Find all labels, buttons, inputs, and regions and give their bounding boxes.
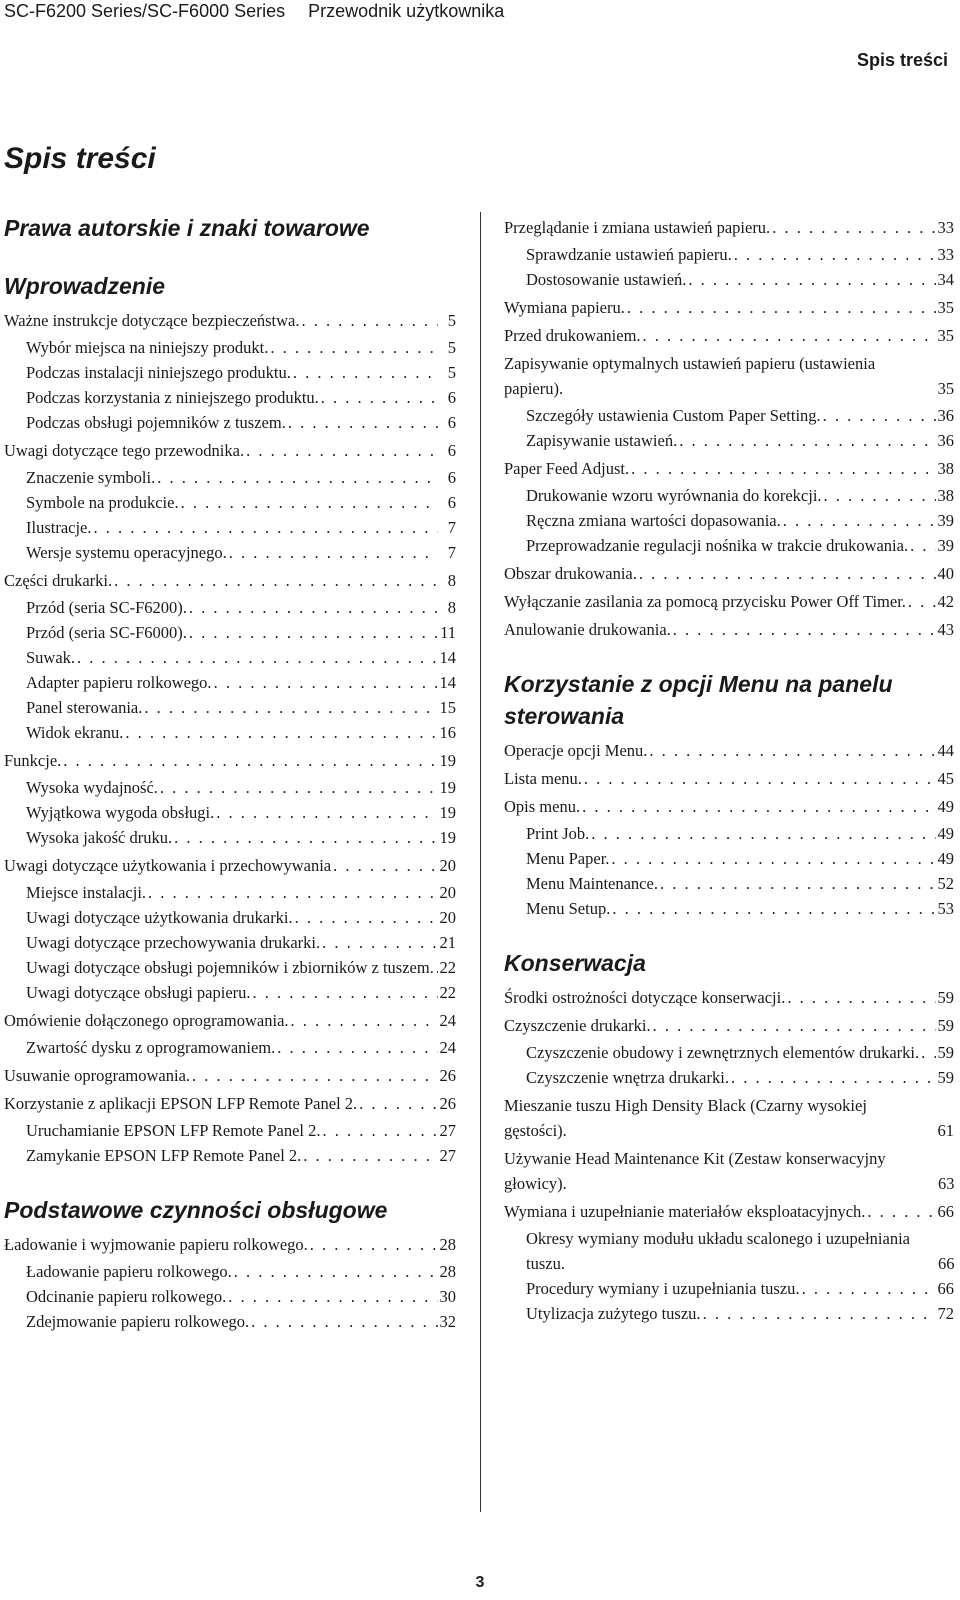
toc-entry-text: Ładowanie i wyjmowanie papieru rolkowego. (4, 1235, 308, 1254)
toc-entry-wyjatkowa-wygoda-obs-ugi[interactable] (4, 800, 456, 825)
toc-page-number: 26 (439, 1066, 456, 1085)
header-model: SC-F6200 Series/SC-F6000 Series (4, 1, 286, 21)
toc-section-heading: Konserwacja (504, 950, 646, 976)
toc-entry-text: Uwagi dotyczące obsługi papieru. (26, 983, 251, 1002)
toc-entry-text: Podczas korzystania z niniejszego produktu. (26, 388, 319, 407)
dot-leader (688, 267, 935, 292)
toc-page-number: 66 (938, 1254, 955, 1273)
toc-entry-wymiana-papieru[interactable] (504, 295, 954, 320)
dot-leader (246, 438, 438, 463)
toc-page-number: 20 (439, 856, 456, 875)
toc-entry-czyszczenie-drukarki[interactable] (504, 1013, 954, 1038)
toc-entry-text: Przeglądanie i zmiana ustawień papieru. (504, 218, 771, 237)
toc-page-number: 43 (937, 620, 954, 639)
toc-left-column (4, 212, 456, 1334)
toc-entry-podczas-korzystania-z-niniejszego-produk[interactable] (4, 385, 456, 410)
dot-leader (612, 896, 935, 921)
toc-entry-procedury-wymiany-i-uzupe-niania-tuszu[interactable] (504, 1276, 954, 1301)
toc-entry-czyszczenie-obudowy-i-zewnetrznych-eleme[interactable] (504, 1040, 954, 1065)
dot-leader (144, 695, 437, 720)
toc-page-number: 22 (439, 983, 456, 1002)
toc-entry-text: Czyszczenie wnętrza drukarki. (526, 1068, 729, 1087)
toc-entry-text: Usuwanie oprogramowania. (4, 1066, 191, 1085)
toc-page-number: 5 (447, 338, 456, 357)
toc-page-number: 8 (447, 571, 456, 590)
toc-entry-text: Używanie Head Maintenance Kit (Zestaw konserwacyjny głowicy). (504, 1149, 886, 1193)
toc-page-number: 6 (447, 493, 456, 512)
toc-entry-text: Drukowanie wzoru wyrównania do korekcji. (526, 486, 822, 505)
dot-leader (679, 428, 935, 453)
toc-entry-text: Uwagi dotyczące użytkowania drukarki. (26, 908, 293, 927)
toc-entry-sprawdzanie-ustawien-papieru[interactable] (504, 242, 954, 267)
toc-entry-text: Podczas instalacji niniejszego produktu. (26, 363, 291, 382)
dot-leader (333, 853, 437, 878)
toc-page-number: 63 (938, 1174, 955, 1193)
toc-entry-menu-setup[interactable] (504, 896, 954, 921)
toc-entry-wysoka-jakosc-druku[interactable] (4, 825, 456, 850)
toc-entry-text: Czyszczenie obudowy i zewnętrznych elementów drukarki. (526, 1043, 920, 1062)
toc-entry-text: Funkcje. (4, 751, 62, 770)
toc-entry-uwagi-dotyczace-uzytkowania-i-przechowyw[interactable] (4, 853, 456, 878)
toc-page-number: 59 (937, 988, 954, 1007)
toc-page-number: 19 (439, 803, 456, 822)
toc-page-number: 15 (439, 698, 456, 717)
dot-leader (643, 323, 936, 348)
dot-leader (322, 930, 437, 955)
toc-entry-usuwanie-oprogramowania[interactable] (4, 1063, 456, 1088)
toc-entry-text: Anulowanie drukowania. (504, 620, 671, 639)
dot-leader (293, 360, 438, 385)
toc-page-number: 27 (439, 1146, 456, 1165)
toc-entry-text: Przód (seria SC-F6200). (26, 598, 187, 617)
toc-entry-okresy-wymiany-modu-u-uk-adu-scalonego-i[interactable] (504, 1226, 954, 1276)
toc-entry-text: Omówienie dołączonego oprogramowania. (4, 1011, 289, 1030)
toc-page-number: 5 (447, 311, 456, 330)
dot-leader (921, 1040, 935, 1065)
dot-leader (627, 295, 936, 320)
toc-page-number: 27 (439, 1121, 456, 1140)
toc-entry-text: Ilustracje. (26, 518, 92, 537)
toc-entry-szczego-y-ustawienia-custom-paper-settin[interactable] (504, 403, 954, 428)
toc-entry-text: Środki ostrożności dotyczące konserwacji. (504, 988, 786, 1007)
toc-entry-panel-sterowania[interactable] (4, 695, 456, 720)
toc-entry-text: Panel sterowania. (26, 698, 143, 717)
toc-entry-dostosowanie-ustawien[interactable] (504, 267, 954, 292)
toc-entry-przod-seria-sc-f6000[interactable] (4, 620, 456, 645)
toc-entry-text: Przed drukowaniem. (504, 326, 641, 345)
toc-entry-text: Zamykanie EPSON LFP Remote Panel 2. (26, 1146, 302, 1165)
dot-leader (189, 620, 438, 645)
toc-page-number: 26 (439, 1094, 456, 1113)
dot-leader (734, 242, 936, 267)
toc-page-number: 49 (937, 797, 954, 816)
toc-entry-srodki-ostroznosci-dotyczace-konserwacji[interactable] (504, 985, 954, 1010)
toc-page-number: 59 (937, 1043, 954, 1062)
toc-entry-paper-feed-adjust[interactable] (504, 456, 954, 481)
toc-entry-uwagi-dotyczace-przechowywania-drukarki[interactable] (4, 930, 456, 955)
toc-page-number: 66 (937, 1279, 954, 1298)
toc-entry-adapter-papieru-rolkowego[interactable] (4, 670, 456, 695)
toc-entry-text: Menu Paper. (526, 849, 610, 868)
toc-page-number: 36 (937, 406, 954, 425)
dot-leader (731, 1065, 936, 1090)
dot-leader (174, 825, 437, 850)
toc-page-number: 24 (439, 1038, 456, 1057)
toc-entry-omowienie-do-aczonego-oprogramowania[interactable] (4, 1008, 456, 1033)
toc-entry-opis-menu[interactable] (504, 794, 954, 819)
toc-page-number: 24 (439, 1011, 456, 1030)
dot-leader (639, 561, 936, 586)
toc-page-number: 22 (439, 958, 456, 977)
dot-leader (77, 645, 437, 670)
dot-leader (288, 410, 438, 435)
toc-page-number: 33 (937, 218, 954, 237)
dot-leader (660, 871, 936, 896)
toc-page-number: 53 (937, 899, 954, 918)
dot-leader (673, 617, 936, 642)
toc-entry-czesci-drukarki[interactable] (4, 568, 456, 593)
toc-entry-text: Zapisywanie ustawień. (526, 431, 678, 450)
toc-entry-text: Utylizacja zużytego tuszu. (526, 1304, 701, 1323)
toc-entry-text: Uwagi dotyczące użytkowania i przechowywania (4, 856, 332, 875)
toc-page-number: 14 (439, 673, 456, 692)
toc-entry-text: Opis menu. (504, 797, 581, 816)
toc-entry-adowanie-i-wyjmowanie-papieru-rolkowego[interactable] (4, 1232, 456, 1257)
toc-entry-podczas-instalacji-niniejszego-produktu[interactable] (4, 360, 456, 385)
dot-leader (229, 540, 438, 565)
toc-entry-text: Dostosowanie ustawień. (526, 270, 687, 289)
dot-leader (631, 456, 935, 481)
page-title: Spis treści (4, 142, 156, 175)
toc-page-number: 16 (439, 723, 456, 742)
toc-entry-operacje-opcji-menu[interactable] (504, 738, 954, 763)
dot-leader (295, 905, 438, 930)
toc-entry-zapisywanie-optymalnych-ustawien-papieru[interactable] (504, 351, 954, 401)
toc-entry-text: Wysoka jakość druku. (26, 828, 173, 847)
toc-entry-text: Uwagi dotyczące tego przewodnika. (4, 441, 245, 460)
dot-leader (653, 1013, 936, 1038)
toc-page-number: 35 (937, 298, 954, 317)
toc-entry-przed-drukowaniem[interactable] (504, 323, 954, 348)
toc-entry-uruchamianie-epson-lfp-remote-panel-2[interactable] (4, 1118, 456, 1143)
dot-leader (908, 589, 936, 614)
toc-page-number: 20 (439, 908, 456, 927)
toc-entry-text: Podczas obsługi pojemników z tuszem. (26, 413, 286, 432)
toc-entry-utylizacja-zuzytego-tuszu[interactable] (504, 1301, 954, 1326)
toc-entry-text: Okresy wymiany modułu układu scalonego i uzupełniania tuszu. (526, 1229, 910, 1273)
toc-page-number: 59 (937, 1068, 954, 1087)
toc-entry-text: Ważne instrukcje dotyczące bezpieczeństwa. (4, 311, 300, 330)
toc-entry-korzystanie-z-aplikacji-epson-lfp-remote[interactable] (4, 1091, 456, 1116)
toc-entry-drukowanie-wzoru-wyrownania-do-korekcji[interactable] (504, 483, 954, 508)
dot-leader (310, 1232, 438, 1257)
toc-entry-przegladanie-i-zmiana-ustawien-papieru[interactable] (504, 215, 954, 240)
toc-entry-uwagi-dotyczace-uzytkowania-drukarki[interactable] (4, 905, 456, 930)
toc-entry-text: Ładowanie papieru rolkowego. (26, 1262, 232, 1281)
toc-page-number: 20 (439, 883, 456, 902)
dot-leader (114, 568, 438, 593)
toc-entry-text: Wymiana i uzupełnianie materiałów eksploatacyjnych. (504, 1202, 866, 1221)
toc-entry-text: Mieszanie tuszu High Density Black (Czarny wysokiej gęstości). (504, 1096, 867, 1140)
toc-entry-text: Menu Maintenance. (526, 874, 658, 893)
dot-leader (302, 308, 438, 333)
toc-page-number: 6 (447, 413, 456, 432)
dot-leader (181, 490, 438, 515)
toc-entry-text: Wyłączanie zasilania za pomocą przycisku Power Off Timer. (504, 592, 906, 611)
toc-entry-widok-ekranu[interactable] (4, 720, 456, 745)
toc-entry-reczna-zmiana-wartosci-dopasowania[interactable] (504, 508, 954, 533)
toc-entry-text: Szczegóły ustawienia Custom Paper Setting. (526, 406, 821, 425)
toc-entry-wersje-systemu-operacyjnego[interactable] (4, 540, 456, 565)
dot-leader (772, 215, 935, 240)
dot-leader (157, 465, 438, 490)
toc-entry-text: Zdejmowanie papieru rolkowego. (26, 1312, 250, 1331)
toc-entry-text: Przeprowadzanie regulacji nośnika w trakcie drukowania. (526, 536, 909, 555)
toc-page-number: 45 (937, 769, 954, 788)
toc-page-number: 66 (937, 1202, 954, 1221)
toc-entry-text: Obszar drukowania. (504, 564, 637, 583)
toc-entry-text: Czyszczenie drukarki. (504, 1016, 651, 1035)
toc-entry-text: Korzystanie z aplikacji EPSON LFP Remote Panel 2. (4, 1094, 358, 1113)
dot-leader (291, 1008, 438, 1033)
toc-entry-ilustracje[interactable] (4, 515, 456, 540)
toc-page-number: 49 (937, 824, 954, 843)
toc-entry-anulowanie-drukowania[interactable] (504, 617, 954, 642)
toc-entry-zwartosc-dysku-z-oprogramowaniem[interactable] (4, 1035, 456, 1060)
toc-entry-text: Uruchamianie EPSON LFP Remote Panel 2. (26, 1121, 321, 1140)
toc-entry-lista-menu[interactable] (504, 766, 954, 791)
toc-page-number: 33 (937, 245, 954, 264)
toc-page-number: 6 (447, 388, 456, 407)
dot-leader (321, 385, 438, 410)
toc-entry-text: Wymiana papieru. (504, 298, 625, 317)
toc-page-number: 38 (937, 486, 954, 505)
running-header (4, 0, 522, 22)
toc-entry-text: Części drukarki. (4, 571, 113, 590)
toc-page-number: 8 (447, 598, 456, 617)
dot-leader (783, 508, 936, 533)
dot-leader (251, 1309, 437, 1334)
toc-page-number: 21 (439, 933, 456, 952)
dot-leader (359, 1091, 437, 1116)
toc-entry-text: Operacje opcji Menu. (504, 741, 648, 760)
toc-section-heading: Podstawowe czynności obsługowe (4, 1197, 388, 1223)
dot-leader (910, 533, 935, 558)
toc-page-number: 34 (937, 270, 954, 289)
dot-leader (189, 595, 438, 620)
page-number: 3 (475, 1574, 485, 1591)
dot-leader (584, 766, 936, 791)
toc-entry-text: Znaczenie symboli. (26, 468, 156, 487)
toc-page-number: 5 (447, 363, 456, 382)
header-guide: Przewodnik użytkownika (308, 1, 505, 21)
toc-section-heading: Wprowadzenie (4, 273, 166, 299)
toc-section-heading: Prawa autorskie i znaki towarowe (4, 215, 370, 241)
toc-entry-odcinanie-papieru-rolkowego[interactable] (4, 1284, 456, 1309)
dot-leader (214, 670, 438, 695)
toc-entry-symbole-na-produkcie[interactable] (4, 490, 456, 515)
toc-entry-czyszczenie-wnetrza-drukarki[interactable] (504, 1065, 954, 1090)
toc-page-number: 72 (937, 1304, 954, 1323)
toc-entry-miejsce-instalacji[interactable] (4, 880, 456, 905)
toc-entry-wymiana-i-uzupe-nianie-materia-ow-eksplo[interactable] (504, 1199, 954, 1224)
toc-entry-text: Uwagi dotyczące przechowywania drukarki. (26, 933, 321, 952)
dot-leader (582, 794, 935, 819)
toc-entry-wysoka-wydajnosc[interactable] (4, 775, 456, 800)
toc-entry-przeprowadzanie-regulacji-nosnika-w-trak[interactable] (504, 533, 954, 558)
dot-leader (94, 515, 438, 540)
toc-entry-suwak[interactable] (4, 645, 456, 670)
dot-leader (787, 985, 935, 1010)
toc-page-number: 28 (439, 1262, 456, 1281)
toc-page-number: 32 (439, 1312, 456, 1331)
toc-entry-funkcje[interactable] (4, 748, 456, 773)
dot-leader (160, 775, 438, 800)
dot-leader (234, 1259, 438, 1284)
toc-page-number: 7 (447, 543, 456, 562)
toc-entry-podczas-obs-ugi-pojemnikow-z-tuszem[interactable] (4, 410, 456, 435)
toc-right-column (504, 212, 954, 1326)
toc-entry-uzywanie-head-maintenance-kit-zestaw-kon[interactable] (504, 1146, 954, 1196)
toc-page-number: 52 (937, 874, 954, 893)
dot-leader (148, 880, 437, 905)
toc-entry-zapisywanie-ustawien[interactable] (504, 428, 954, 453)
toc-entry-text: Zapisywanie optymalnych ustawień papieru (ustawienia papieru). (504, 354, 876, 398)
toc-page-number: 40 (937, 564, 954, 583)
toc-page-number: 14 (439, 648, 456, 667)
dot-leader (216, 800, 437, 825)
toc-page-number: 38 (937, 459, 954, 478)
toc-entry-text: Print Job. (526, 824, 590, 843)
toc-entry-znaczenie-symboli[interactable] (4, 465, 456, 490)
toc-page-number: 36 (937, 431, 954, 450)
dot-leader (649, 738, 935, 763)
toc-page-number: 44 (937, 741, 954, 760)
toc-entry-text: Wysoka wydajność. (26, 778, 158, 797)
toc-entry-text: Paper Feed Adjust. (504, 459, 630, 478)
toc-entry-wy-aczanie-zasilania-za-pomoca-przycisku[interactable] (504, 589, 954, 614)
toc-page-number: 39 (937, 511, 954, 530)
column-divider (480, 212, 481, 1512)
toc-section-heading: Korzystanie z opcji Menu na panelu sterowania (504, 671, 893, 729)
dot-leader (436, 955, 438, 980)
dot-leader (867, 1199, 935, 1224)
header-section: Spis treści (856, 50, 948, 70)
dot-leader (125, 720, 437, 745)
toc-entry-wazne-instrukcje-dotyczace-bezpieczenstw[interactable] (4, 308, 456, 333)
toc-entry-zdejmowanie-papieru-rolkowego[interactable] (4, 1309, 456, 1334)
toc-page-number: 59 (937, 1016, 954, 1035)
toc-entry-mieszanie-tuszu-high-density-black-czarn[interactable] (504, 1093, 954, 1143)
toc-entry-text: Wyjątkowa wygoda obsługi. (26, 803, 215, 822)
toc-page-number: 30 (439, 1287, 456, 1306)
toc-entry-uwagi-dotyczace-obs-ugi-pojemnikow-i-zbi[interactable] (4, 955, 456, 980)
toc-entry-text: Sprawdzanie ustawień papieru. (526, 245, 732, 264)
toc-entry-text: Ręczna zmiana wartości dopasowania. (526, 511, 781, 530)
toc-page-number: 35 (937, 326, 954, 345)
toc-page-number: 7 (447, 518, 456, 537)
dot-leader (277, 1035, 437, 1060)
toc-entry-text: Odcinanie papieru rolkowego. (26, 1287, 227, 1306)
toc-entry-menu-maintenance[interactable] (504, 871, 954, 896)
toc-entry-uwagi-dotyczace-tego-przewodnika[interactable] (4, 438, 456, 463)
toc-entry-text: Uwagi dotyczące obsługi pojemników i zbiorników z tuszem. (26, 958, 434, 977)
dot-leader (703, 1301, 936, 1326)
dot-leader (270, 335, 438, 360)
dot-leader (824, 483, 936, 508)
toc-page-number: 39 (937, 536, 954, 555)
dot-leader (323, 1118, 438, 1143)
toc-entry-text: Suwak. (26, 648, 76, 667)
toc-page-number: 11 (440, 623, 456, 642)
toc-entry-obszar-drukowania[interactable] (504, 561, 954, 586)
dot-leader (228, 1284, 437, 1309)
toc-entry-text: Adapter papieru rolkowego. (26, 673, 212, 692)
toc-page-number: 61 (937, 1121, 955, 1140)
toc-page-number: 49 (937, 849, 954, 868)
dot-leader (303, 1143, 437, 1168)
toc-entry-text: Zwartość dysku z oprogramowaniem. (26, 1038, 276, 1057)
toc-entry-uwagi-dotyczace-obs-ugi-papieru[interactable] (4, 980, 456, 1005)
toc-page-number: 42 (937, 592, 954, 611)
dot-leader (591, 821, 935, 846)
toc-entry-text: Symbole na produkcie. (26, 493, 179, 512)
toc-entry-zamykanie-epson-lfp-remote-panel-2[interactable] (4, 1143, 456, 1168)
toc-entry-text: Lista menu. (504, 769, 582, 788)
toc-entry-adowanie-papieru-rolkowego[interactable] (4, 1259, 456, 1284)
toc-entry-text: Wersje systemu operacyjnego. (26, 543, 227, 562)
toc-entry-text: Procedury wymiany i uzupełniania tuszu. (526, 1279, 800, 1298)
dot-leader (192, 1063, 437, 1088)
toc-entry-menu-paper[interactable] (504, 846, 954, 871)
toc-entry-text: Menu Setup. (526, 899, 611, 918)
toc-entry-text: Wybór miejsca na niniejszy produkt. (26, 338, 269, 357)
toc-page-number: 19 (439, 828, 456, 847)
dot-leader (611, 846, 935, 871)
toc-page-number: 35 (937, 379, 955, 398)
toc-page-number: 19 (439, 778, 456, 797)
dot-leader (802, 1276, 936, 1301)
toc-page-number: 28 (439, 1235, 456, 1254)
toc-entry-print-job[interactable] (504, 821, 954, 846)
toc-entry-text: Widok ekranu. (26, 723, 124, 742)
toc-page-number: 6 (447, 441, 456, 460)
toc-page-number: 19 (439, 751, 456, 770)
dot-leader (823, 403, 936, 428)
toc-entry-text: Miejsce instalacji. (26, 883, 147, 902)
dot-leader (253, 980, 438, 1005)
toc-entry-text: Przód (seria SC-F6000). (26, 623, 187, 642)
dot-leader (63, 748, 437, 773)
toc-entry-przod-seria-sc-f6200[interactable] (4, 595, 456, 620)
toc-page-number: 6 (447, 468, 456, 487)
toc-entry-wybor-miejsca-na-niniejszy-produkt[interactable] (4, 335, 456, 360)
